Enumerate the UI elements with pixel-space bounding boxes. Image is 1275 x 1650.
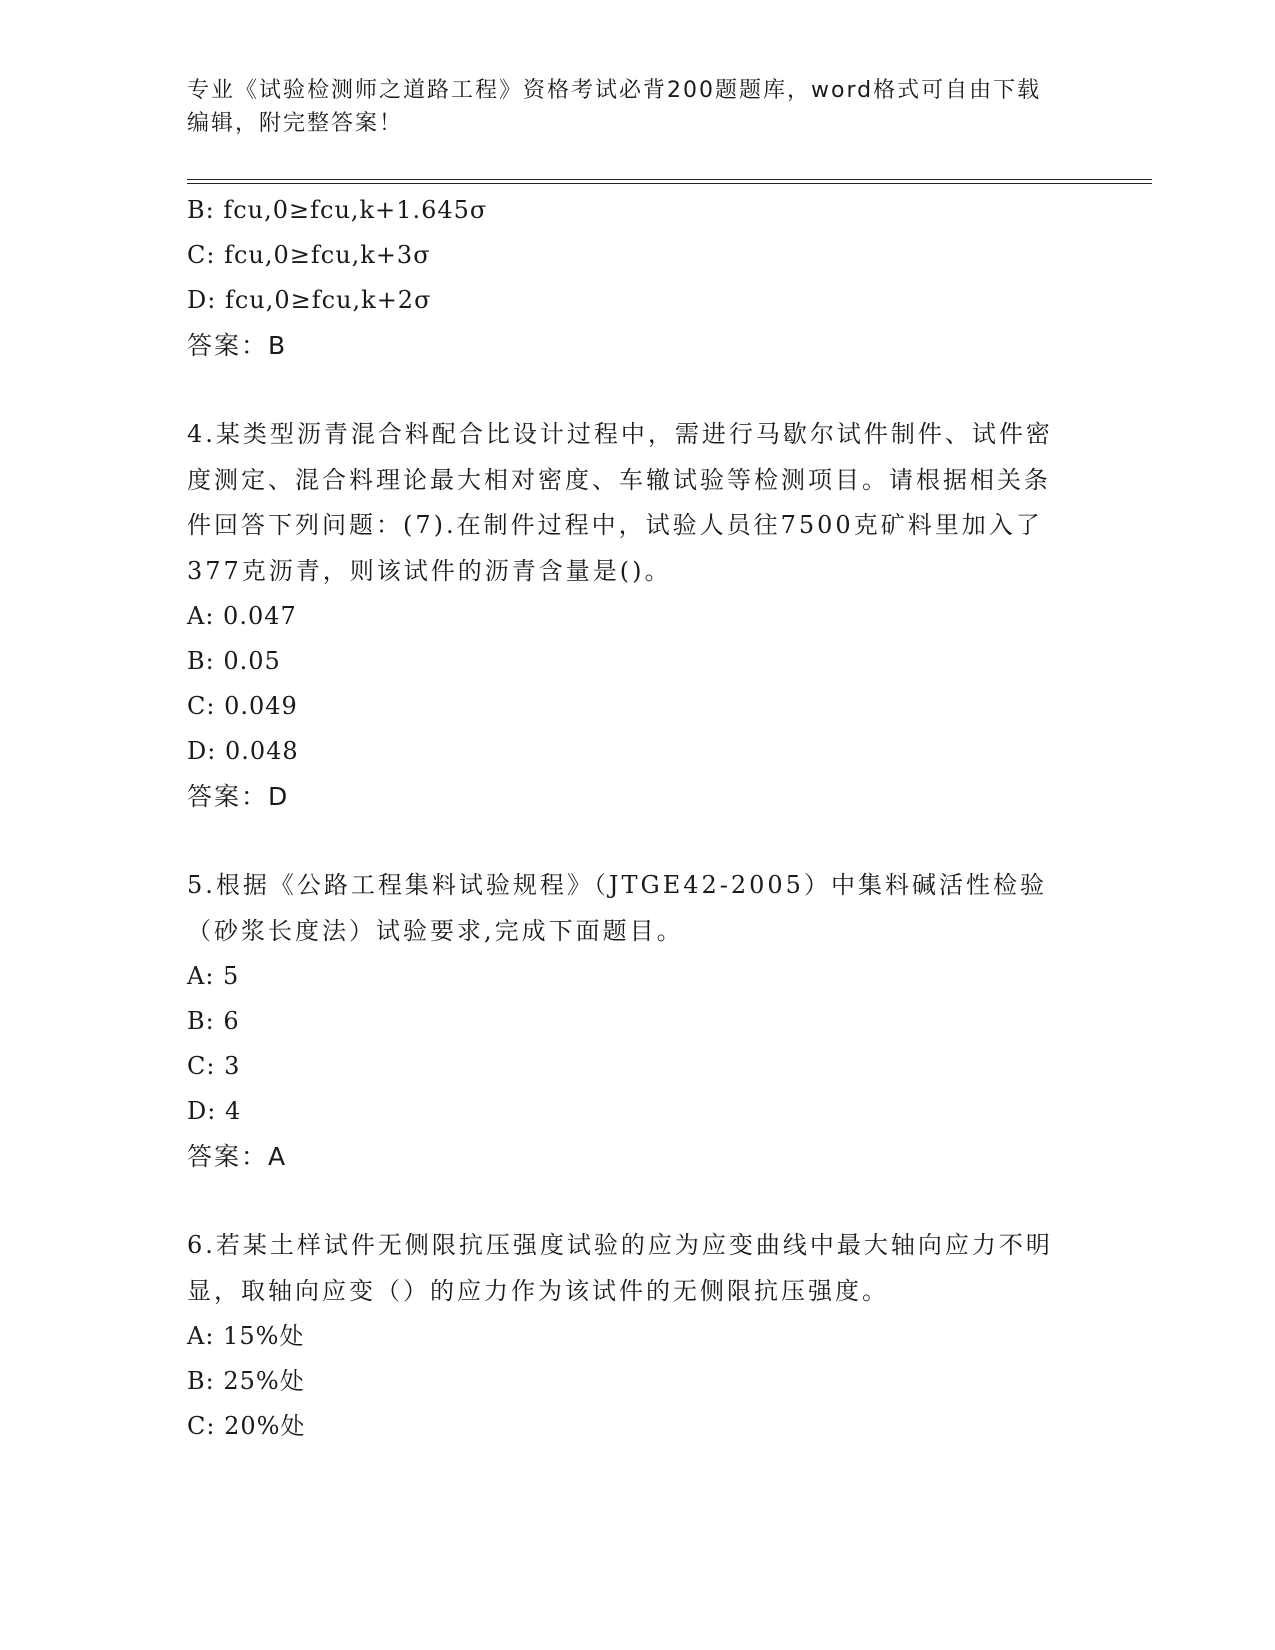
option-d: D: 0.048 <box>187 737 299 765</box>
option-a: A: 0.047 <box>187 602 297 630</box>
question-stem: 4.某类型沥青混合料配合比设计过程中，需进行马歇尔试件制件、试件密度测定、混合料理论最大相对密度、车辙试验等检测项目。请根据相关条件回答下列问题：(7).在制件过程中，试验人员往7500克矿料里加入了377克沥青，则该试件的沥青含量是()。 <box>187 420 1053 585</box>
header-divider-bottom <box>187 183 1152 184</box>
option-d: D: fcu,0≥fcu,k+2σ <box>187 286 432 314</box>
question-6 <box>187 1223 1077 1449</box>
answer: 答案：A <box>187 1142 288 1171</box>
header-divider-top <box>187 179 1152 180</box>
option-c: C: 0.049 <box>187 692 298 720</box>
question-stem: 5.根据《公路工程集料试验规程》（JTGE42-2005）中集料碱活性检验（砂浆长度法）试验要求,完成下面题目。 <box>187 871 1047 945</box>
option-d: D: 4 <box>187 1097 242 1125</box>
option-b: B: 6 <box>187 1007 240 1035</box>
question-5 <box>187 863 1077 1179</box>
question-4 <box>187 412 1077 819</box>
option-a: A: 15%处 <box>187 1322 305 1350</box>
option-b: B: 25%处 <box>187 1367 305 1395</box>
question-stem: 6.若某土样试件无侧限抗压强度试验的应为应变曲线中最大轴向应力不明显，取轴向应变（）的应力作为该试件的无侧限抗压强度。 <box>187 1231 1053 1305</box>
header-line-2: 编辑，附完整答案！ <box>187 111 404 136</box>
option-c: C: fcu,0≥fcu,k+3σ <box>187 241 431 269</box>
question-list <box>187 188 1077 1449</box>
option-b: B: fcu,0≥fcu,k+1.645σ <box>187 196 488 224</box>
document-header <box>187 74 1087 140</box>
option-a: A: 5 <box>187 962 240 990</box>
option-c: C: 3 <box>187 1052 241 1080</box>
question-3-tail <box>187 188 1077 368</box>
header-line-1: 专业《试验检测师之道路工程》资格考试必背200题题库，word格式可自由下载 <box>187 78 1042 103</box>
option-b: B: 0.05 <box>187 647 281 675</box>
option-c: C: 20%处 <box>187 1412 306 1440</box>
answer: 答案：D <box>187 782 290 811</box>
answer: 答案：B <box>187 331 288 360</box>
